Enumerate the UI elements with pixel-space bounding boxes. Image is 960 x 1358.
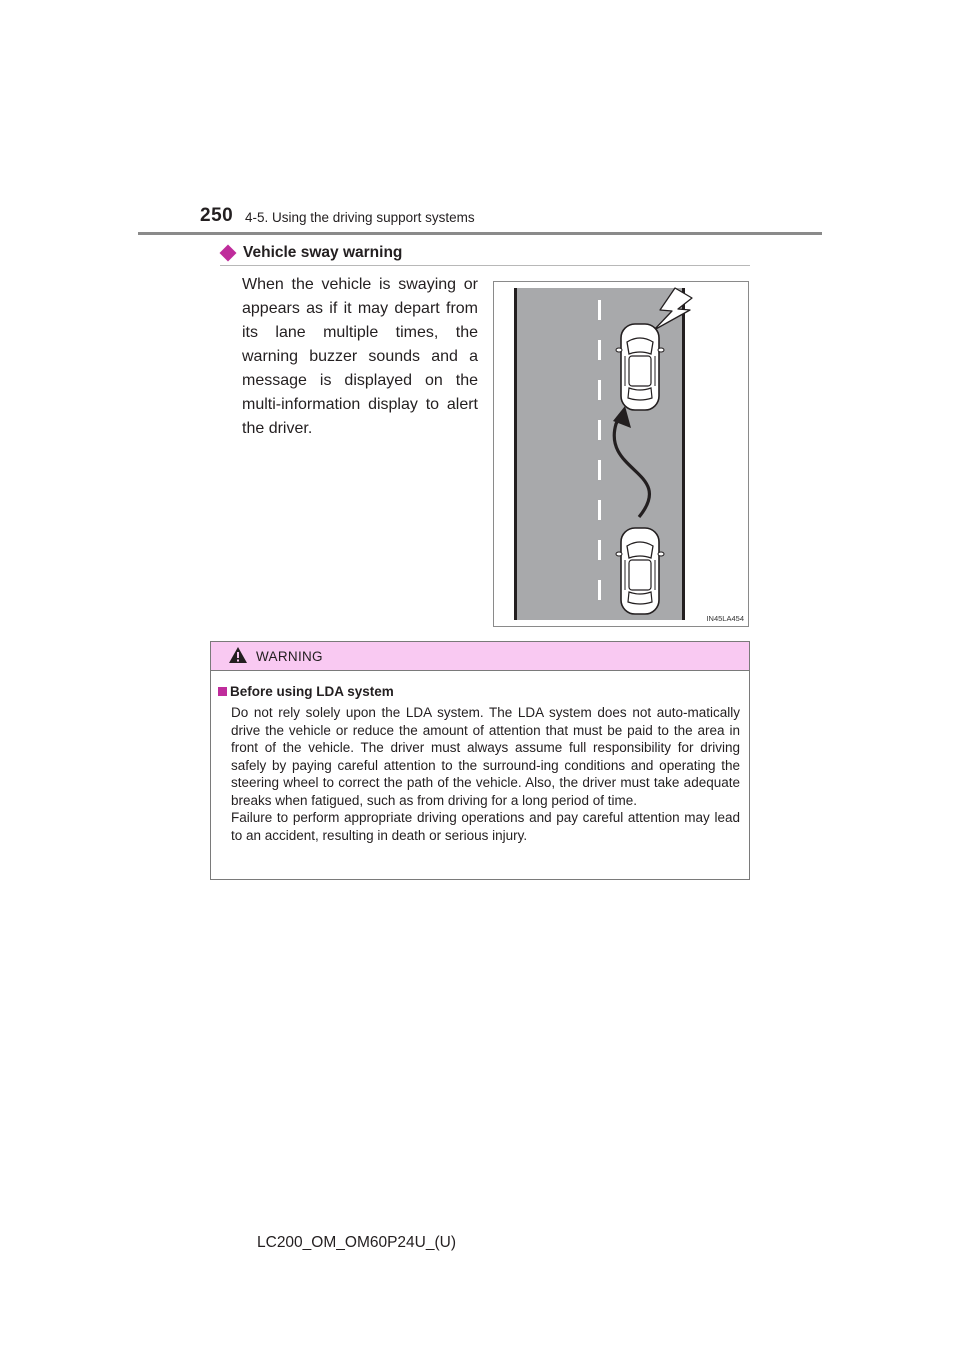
warning-subtitle-text: Before using LDA system [230,684,394,699]
car-icon [616,324,664,410]
diamond-icon [220,245,237,262]
warning-body [211,671,749,844]
footer-doc-code: LC200_OM_OM60P24U_(U) [257,1234,457,1251]
warning-subtitle [218,684,740,699]
section-heading-text: Vehicle sway warning [243,244,403,261]
heading-rule [220,265,750,266]
warning-paragraph: Do not rely solely upon the LDA system. The LDA system does not auto-matically drive the vehicle or reduce the amount of attention that must be paid to the area in front of the vehicle. The driver must always assume full responsibility for driving safely by paying careful attention to the surround-ing conditions and operating the steering wheel to correct the path of the vehicle. Also, the driver must take adequate breaks when fatigued, such as from driving for a long period of time. [231,705,740,808]
left-lane-line [514,288,517,620]
header-rule [138,232,822,235]
section-heading [220,244,402,262]
right-lane-line [682,288,685,620]
car-icon [616,528,664,614]
warning-triangle-icon [228,646,248,667]
warning-label: WARNING [256,648,323,664]
warning-text [231,704,740,844]
warning-paragraph: Failure to perform appropriate driving operations and pay careful attention may lead to an accident, resulting in death or serious injury. [231,810,740,843]
lane-illustration [493,281,749,627]
lane-illustration-svg [494,282,748,626]
warning-header [211,642,749,671]
header-section-title: 4-5. Using the driving support systems [245,210,475,225]
warning-box [210,641,750,880]
page-number: 250 [200,205,234,226]
illustration-code: IN45LA454 [706,614,744,623]
square-bullet-icon [218,687,227,696]
section-body-text: When the vehicle is swaying or appears as if it may depart from its lane multiple times, the warning buzzer sounds and a message is displayed on the multi-information display to alert the driver. [242,276,478,437]
